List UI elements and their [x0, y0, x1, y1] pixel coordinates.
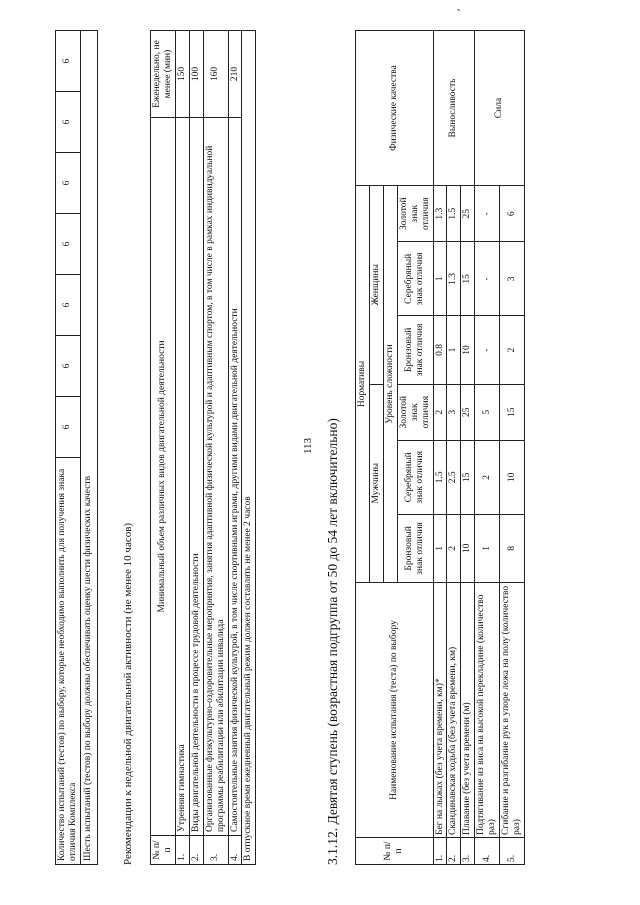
col-header-women-bronze: Бронзовый знак отличия [397, 316, 433, 384]
table-header-row [151, 31, 176, 865]
row-name: Подтягивание из виса на высокой перекладине (количество раз) [475, 583, 500, 838]
norms-table [355, 30, 525, 865]
row-num: 3. [461, 838, 475, 865]
col-header-num: № п/п [151, 836, 176, 865]
row-desc: Виды двигательной деятельности в процессе трудовой деятельности [189, 118, 203, 836]
cell-women-bronze: - [475, 316, 500, 384]
page-number: 113 [302, 437, 315, 455]
table-row [242, 31, 256, 865]
cell-women-gold: 1.5 [447, 186, 461, 242]
cell-women-gold: - [475, 186, 500, 242]
cell-women-bronze: 1 [447, 316, 461, 384]
row-time: 160 [203, 31, 228, 118]
col-header-men-gold: Золотой знак отличия [397, 384, 433, 440]
cell-men-bronze: 2 [447, 514, 461, 582]
row-name: Плавание (без учета времени (м) [461, 583, 475, 838]
tests-count-label: Количество испытаний (тестов) по выбору, которые необходимо выполнить для получения знака отличия Комплекса [56, 458, 81, 865]
table-row [203, 31, 228, 865]
row-num: 4. [228, 836, 242, 865]
cell-women-silver: - [475, 242, 500, 316]
col-header-women-silver: Серебряный знак отличия [397, 242, 433, 316]
cell-men-gold: 25 [461, 384, 475, 440]
col-header-time: Еженедельно, не менее (мин) [151, 31, 176, 118]
row-num: 5. [500, 838, 525, 865]
cell-women-gold: 25 [461, 186, 475, 242]
six-qualities-note: Шесть испытаний (тестов) по выбору должны обеспечивать оценку шести физических качеств [80, 31, 97, 865]
table-row [433, 31, 447, 865]
table-row [228, 31, 242, 865]
col-header-norms: Нормативы [356, 186, 370, 583]
table-row [475, 31, 500, 865]
table-row [80, 31, 97, 865]
row-time: 210 [228, 31, 242, 118]
weekly-activity-table [150, 30, 256, 865]
cell-men-gold: 3 [447, 384, 461, 440]
cell-men-silver: 2.5 [447, 440, 461, 514]
table-cell: 6 [56, 31, 81, 92]
row-num: 4. [475, 838, 500, 865]
tests-count-table [55, 30, 98, 865]
col-header-qualities: Физические качества [356, 31, 434, 186]
cell-men-silver: 15 [461, 440, 475, 514]
stray-mark: ` [455, 5, 465, 22]
cell-women-bronze: 10 [461, 316, 475, 384]
row-desc: Утренняя гимнастика [175, 118, 189, 836]
cell-men-bronze: 1 [475, 514, 500, 582]
vacation-note: В отпускное время ежедневный двигательный режим должен составлять не менее 2 часов [242, 31, 256, 865]
row-time: 150 [175, 31, 189, 118]
table-cell: 6 [56, 275, 81, 336]
cell-women-silver: 1.3 [447, 242, 461, 316]
cell-men-gold: 2 [433, 384, 447, 440]
row-name: Сгибание и разгибание рук в упоре лежа на полу (количество раз) [500, 583, 525, 838]
col-header-desc: Минимальный объем различных видов двигательной деятельности [151, 118, 176, 836]
table-header-row [356, 31, 370, 865]
table-cell: 6 [56, 214, 81, 275]
row-num: 2. [447, 838, 461, 865]
table-cell: 6 [56, 397, 81, 458]
table-row [175, 31, 189, 865]
row-num: 3. [203, 836, 228, 865]
cell-men-bronze: 8 [500, 514, 525, 582]
col-header-men-silver: Серебряный знак отличия [397, 440, 433, 514]
col-header-name: Наименование испытания (теста) по выбору [356, 583, 434, 838]
row-name: Скандинавская ходьба (без учета времени, км) [447, 583, 461, 838]
cell-men-gold: 15 [500, 384, 525, 440]
table-cell: 6 [56, 92, 81, 153]
table-row [189, 31, 203, 865]
row-num: 2. [189, 836, 203, 865]
norms-heading: 3.1.12. Девятая ступень (возрастная подгруппа от 50 до 54 лет включительно) [325, 418, 340, 865]
cell-men-silver: 10 [500, 440, 525, 514]
cell-men-silver: 2 [475, 440, 500, 514]
col-header-women-gold: Золотой знак отличия [397, 186, 433, 242]
row-time: 100 [189, 31, 203, 118]
cell-women-gold: 1.3 [433, 186, 447, 242]
quality-endurance: Выносливость [433, 31, 475, 186]
col-header-women: Женщины [369, 186, 383, 385]
col-header-men-bronze: Бронзовый знак отличия [397, 514, 433, 582]
table-cell: 6 [56, 153, 81, 214]
row-desc: Организованные физкультурно-оздоровительные мероприятия, занятия адаптивной физической культурой и адаптивным спортом, в том числе в рамках индивидуальной программы реабилитации или абилитации инвалида [203, 118, 228, 836]
quality-strength: Сила [475, 31, 525, 186]
cell-women-bronze: 2 [500, 316, 525, 384]
col-header-men: Мужчины [369, 384, 383, 582]
weekly-activity-heading: Рекомендации к недельной двигательной активности (не менее 10 часов) [122, 522, 134, 865]
row-num: 1. [433, 838, 447, 865]
cell-women-silver: 15 [461, 242, 475, 316]
table-cell: 6 [56, 336, 81, 397]
cell-men-bronze: 1 [433, 514, 447, 582]
col-header-level: Уровень сложности [383, 186, 397, 583]
cell-men-gold: 5 [475, 384, 500, 440]
col-header-num: № п/п [356, 838, 434, 865]
cell-women-silver: 3 [500, 242, 525, 316]
cell-men-silver: 1.5 [433, 440, 447, 514]
cell-men-bronze: 10 [461, 514, 475, 582]
row-num: 1. [175, 836, 189, 865]
row-desc: Самостоятельные занятия физической культурой, в том числе спортивными играми, другими видами двигательной деятельности [228, 118, 242, 836]
row-name: Бег на лыжах (без учета времени, км)* [433, 583, 447, 838]
cell-women-silver: 1 [433, 242, 447, 316]
cell-women-bronze: 0.8 [433, 316, 447, 384]
table-row [56, 31, 81, 865]
cell-women-gold: 6 [500, 186, 525, 242]
